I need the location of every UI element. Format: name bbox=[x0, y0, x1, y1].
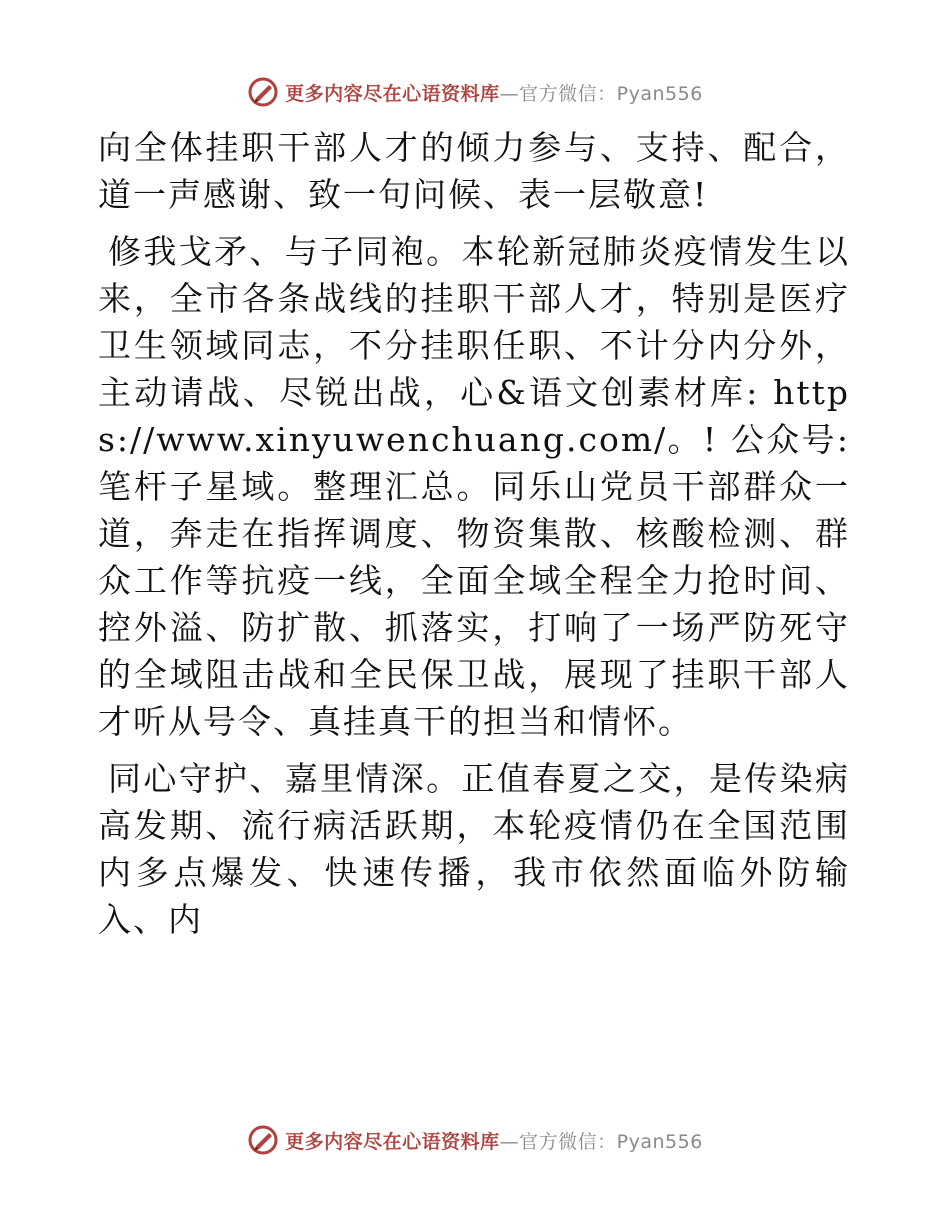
document-body bbox=[98, 124, 850, 953]
paragraph-2: 修我戈矛、与子同袍。本轮新冠肺炎疫情发生以来，全市各条战线的挂职干部人才，特别是医疗卫生领域同志，不分挂职任职、不计分内分外，主动请战、尽锐出战，心&语文创素材库: https://www.xinyuwenchuang.com/。! 公众号: 笔杆子星域。整理汇总。同乐山党员干部群众一道，奔走在指挥调度、物资集散、核酸检测、群众工作等抗疫一线，全面全域全程全力抢时间、控外溢、防扩散、抓落实，打响了一场严防死守的全域阻击战和全民保卫战，展现了挂职干部人才听从号令、真挂真干的担当和情怀。 bbox=[98, 232, 850, 741]
header-watermark-text: 更多内容尽在心语资料库—官方微信：Pyan556 bbox=[285, 82, 703, 105]
paragraph-1: 向全体挂职干部人才的倾力参与、支持、配合，道一声感谢、致一句问候、表一层敬意! bbox=[98, 128, 850, 214]
header-watermark bbox=[0, 72, 950, 112]
footer-watermark-text: 更多内容尽在心语资料库—官方微信：Pyan556 bbox=[285, 1130, 703, 1153]
footer-watermark bbox=[0, 1120, 950, 1160]
paragraph-3: 同心守护、嘉里情深。正值春夏之交，是传染病高发期、流行病活跃期，本轮疫情仍在全国范围内多点爆发、快速传播，我市依然面临外防输入、内 bbox=[98, 759, 850, 939]
brand-logo-icon bbox=[247, 1124, 279, 1156]
brand-logo-icon bbox=[247, 76, 279, 108]
